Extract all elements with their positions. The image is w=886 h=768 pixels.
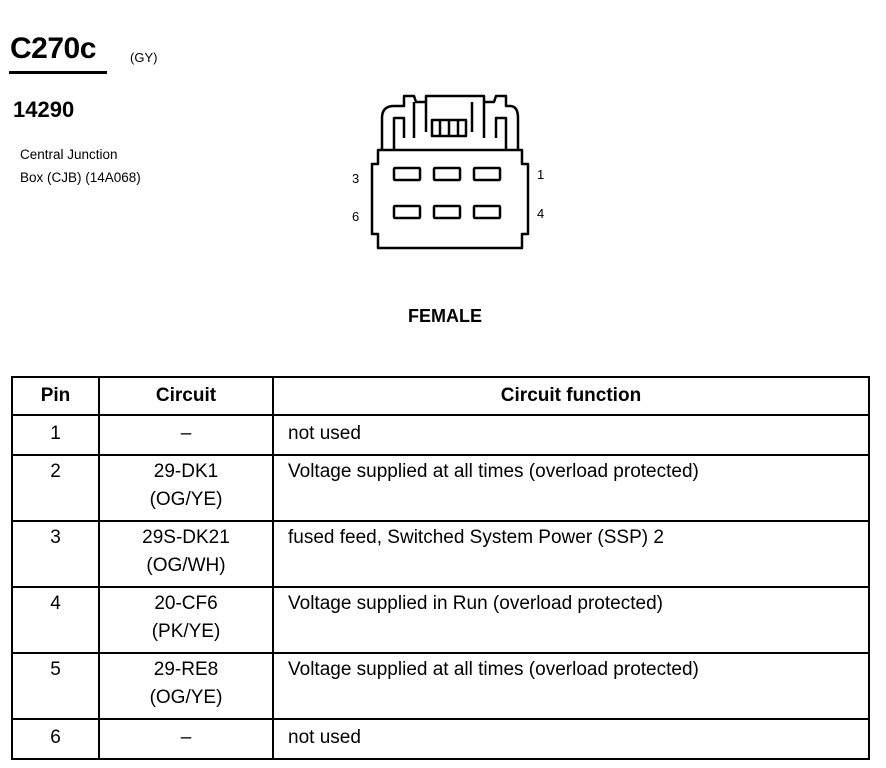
pin-number: 3 [12, 521, 99, 587]
circuit-id: 29-RE8 [153, 659, 219, 680]
pin-number: 5 [12, 653, 99, 719]
table-row [12, 455, 869, 521]
connector-id: C270c [10, 32, 96, 65]
part-number: 14290 [13, 97, 75, 122]
circuit-cell [99, 719, 273, 759]
circuit-function: not used [273, 415, 869, 455]
table-header-row [12, 377, 869, 415]
header-pin: Pin [12, 377, 99, 415]
table-row [12, 719, 869, 759]
connector-id-underline [9, 71, 107, 74]
pin-label-top-left: 3 [352, 171, 360, 186]
pin-number: 6 [12, 719, 99, 759]
table-row [12, 653, 869, 719]
circuit-function: Voltage supplied at all times (overload protected) [273, 653, 869, 719]
wire-color: (OG/YE) [149, 489, 223, 510]
circuit-cell [99, 521, 273, 587]
color-code: (GY) [130, 50, 158, 65]
circuit-function: fused feed, Switched System Power (SSP) 2 [273, 521, 869, 587]
circuit-id: 20-CF6 [154, 593, 218, 614]
circuit-function: Voltage supplied at all times (overload protected) [273, 455, 869, 521]
circuit-function: not used [273, 719, 869, 759]
table-row [12, 415, 869, 455]
circuit-cell [99, 415, 273, 455]
description-line-1: Central Junction [20, 147, 118, 162]
circuit-cell [99, 455, 273, 521]
table-row [12, 521, 869, 587]
connector-gender: FEMALE [408, 306, 482, 326]
connector-face-icon [360, 88, 540, 258]
header-circuit: Circuit [99, 377, 273, 415]
circuit-id: – [180, 727, 192, 748]
description-line-2: Box (CJB) (14A068) [20, 170, 141, 185]
pin-label-bottom-right: 4 [537, 206, 545, 221]
pin-number: 2 [12, 455, 99, 521]
circuit-cell [99, 653, 273, 719]
pin-number: 1 [12, 415, 99, 455]
wire-color: (OG/WH) [146, 555, 226, 576]
wire-color: (PK/YE) [151, 621, 221, 642]
pin-label-bottom-left: 6 [352, 209, 360, 224]
pin-number: 4 [12, 587, 99, 653]
table-row [12, 587, 869, 653]
header-function: Circuit function [273, 377, 869, 415]
pin-table [11, 376, 870, 760]
pin-label-top-right: 1 [537, 167, 545, 182]
circuit-cell [99, 587, 273, 653]
circuit-id: – [180, 423, 192, 444]
circuit-id: 29S-DK21 [142, 527, 230, 548]
circuit-function: Voltage supplied in Run (overload protected) [273, 587, 869, 653]
wire-color: (OG/YE) [149, 687, 223, 708]
circuit-id: 29-DK1 [153, 461, 219, 482]
